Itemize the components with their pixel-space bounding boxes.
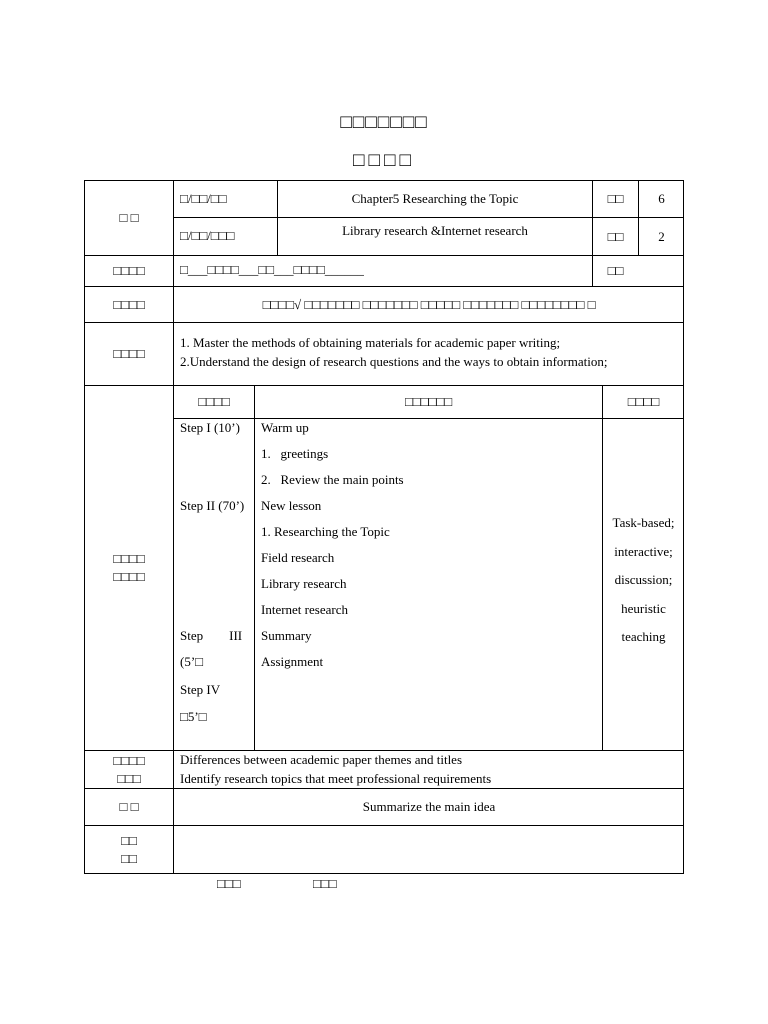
method-item: teaching (621, 629, 666, 644)
key-point-item: Identify research topics that meet professional requirements (180, 770, 492, 786)
lesson-plan-table (84, 180, 684, 874)
method-column-header: □□□□ (627, 394, 660, 409)
step-item: □5’□ (180, 709, 207, 724)
method-item: interactive; (614, 543, 673, 559)
goals-list (180, 333, 680, 371)
key-points-list (180, 751, 680, 788)
content-item: 1. Researching the Topic (261, 524, 390, 539)
rule (173, 181, 174, 874)
method-item: discussion; (614, 572, 673, 587)
course-label: □ □ (119, 210, 139, 225)
content-list (261, 415, 599, 675)
content-item: Summary (261, 628, 312, 643)
hours-label: □□ (607, 191, 624, 206)
section-label: □/□□/□□□ (180, 228, 235, 243)
content-item: Internet research (261, 602, 348, 617)
key-points-label-line: □□□□ (113, 752, 145, 768)
summary-label: □ □ (119, 799, 139, 814)
hours-value: 6 (658, 191, 665, 206)
document-title: □□□□□□□ (340, 112, 428, 133)
notes-label-line: □□ (121, 851, 137, 866)
content-item: Library research (261, 576, 347, 591)
rule (85, 825, 684, 826)
rule (254, 385, 255, 750)
lesson-type-value: □□□□√ □□□□□□□ □□□□□□□ □□□□□ □□□□□□□ □□□□□□□□ □ (262, 296, 596, 312)
step-item (180, 519, 252, 545)
step-item (180, 545, 252, 571)
key-points-label-line: □□□ (117, 770, 141, 786)
content-item: New lesson (261, 498, 322, 513)
location-value (639, 256, 684, 286)
content-item: 2. Review the main points (261, 472, 404, 487)
process-label (85, 386, 173, 750)
time-label: □□□□ (113, 263, 145, 278)
content-item: Assignment (261, 654, 324, 669)
notes-label (85, 826, 173, 874)
goal-item: 1. Master the methods of obtaining materials for academic paper writing; (180, 335, 561, 350)
content-item: Warm up (261, 420, 309, 435)
process-label-line: □□□□ (113, 551, 145, 566)
step-item: Step II (70’) (180, 498, 245, 513)
step-item (180, 441, 252, 467)
step-list (180, 415, 252, 729)
content-item: 1. greetings (261, 446, 329, 461)
step-column-header: □□□□ (198, 394, 230, 409)
method-item: Task-based; (612, 515, 675, 530)
location-label: □□ (607, 263, 624, 278)
chapter-title: Chapter5 Researching the Topic (351, 191, 519, 206)
method-list (603, 509, 684, 652)
step-item (180, 571, 252, 597)
process-label-line: □□□□ (113, 569, 145, 584)
periods-value: 2 (658, 228, 665, 244)
rule (85, 322, 684, 323)
key-point-item: Differences between academic paper themes and titles (180, 752, 463, 767)
chapter-label: □/□□/□□ (180, 191, 227, 206)
time-value: □___□□□□___□□___□□□□______ (180, 262, 364, 277)
summary-value: Summarize the main idea (362, 799, 496, 814)
step-item (180, 467, 252, 493)
step-item: Step I (10’) (180, 420, 240, 435)
goals-label: □□□□ (113, 346, 145, 361)
step-item: (5’□ (180, 654, 204, 669)
document-subtitle: □□□□ (353, 150, 415, 171)
step-item: Step IV (180, 682, 221, 697)
notes-label-line: □□ (121, 833, 137, 848)
section-title: Library research &Internet research (342, 223, 528, 238)
content-item: Field research (261, 550, 335, 565)
content-column-header: □□□□□□ (404, 394, 453, 409)
footer-left-label: □□□ (217, 876, 241, 891)
key-points-label (85, 751, 173, 788)
step-item: Step III (180, 628, 243, 643)
lesson-type-label: □□□□ (113, 296, 145, 312)
step-item (180, 597, 252, 623)
method-item: heuristic (621, 600, 666, 616)
footer-right-label: □□□ (313, 876, 337, 891)
goal-item: 2.Understand the design of research questions and the ways to obtain information; (180, 354, 608, 369)
periods-label: □□ (607, 228, 624, 244)
